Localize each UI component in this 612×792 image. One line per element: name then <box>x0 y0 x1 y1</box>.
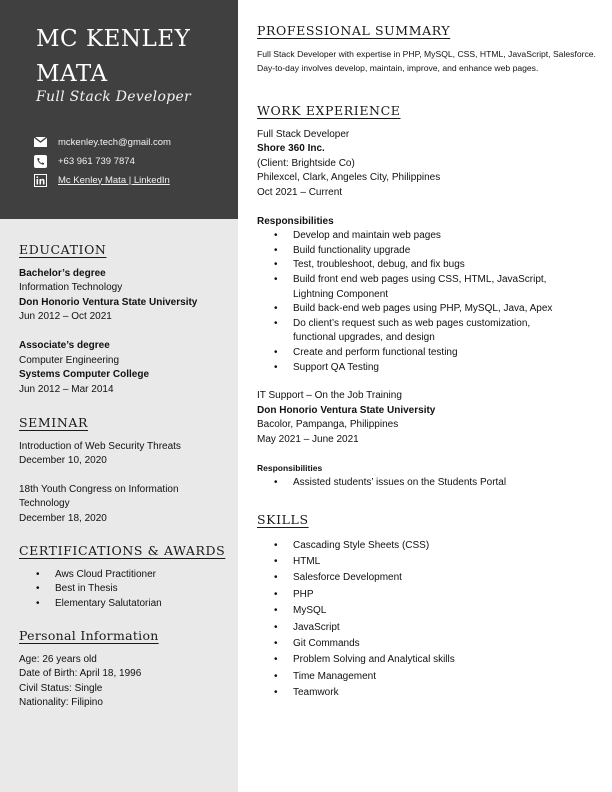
seminar-title: 18th Youth Congress on Information Technology <box>19 483 179 510</box>
education-entry <box>19 339 231 397</box>
list-item: • Best in Thesis <box>19 582 231 597</box>
education-entry <box>19 267 231 325</box>
personal-info-list <box>19 653 231 711</box>
list-item: • Assisted students’ issues on the Students Portal <box>257 476 597 491</box>
list-item: • Build functionality upgrade <box>257 244 567 259</box>
certifications-list <box>19 568 231 612</box>
summary-section <box>257 24 597 75</box>
seminar-section <box>19 416 231 527</box>
skills-section <box>257 513 597 702</box>
list-item: • Teamwork <box>257 685 597 701</box>
age: Age: 26 years old <box>19 653 97 665</box>
list-item: • Do client’s request such as web pages customization, functional upgrades, and design <box>257 317 567 346</box>
degree: Bachelor’s degree <box>19 267 106 279</box>
list-item: • PHP <box>257 587 597 603</box>
phone-text: +63 961 739 7874 <box>58 155 135 167</box>
certifications-section <box>19 544 231 611</box>
list-item: • Elementary Salutatorian <box>19 597 231 612</box>
responsibilities-label: Responsibilities <box>257 463 323 474</box>
list-item: • JavaScript <box>257 620 597 636</box>
list-item: • Time Management <box>257 669 597 685</box>
job-entry <box>257 389 597 491</box>
nationality: Nationality: Filipino <box>19 697 103 709</box>
contact-email[interactable] <box>34 136 171 148</box>
list-item: • Salesforce Development <box>257 570 597 586</box>
degree: Associate’s degree <box>19 339 110 351</box>
job-entry <box>257 128 597 376</box>
list-item: • Build front end web pages using CSS, HTML, JavaScript, Lightning Component <box>257 273 567 302</box>
responsibilities-label: Responsibilities <box>257 215 334 227</box>
job-dates: Oct 2021 – Current <box>257 186 343 198</box>
dates: Jun 2012 – Mar 2014 <box>19 383 114 395</box>
list-item: • HTML <box>257 554 597 570</box>
seminar-date: December 10, 2020 <box>19 455 107 467</box>
date-of-birth: Date of Birth: April 18, 1996 <box>19 668 142 680</box>
job-position: IT Support – On the Job Training <box>257 390 402 402</box>
name-line-2: MATA <box>36 61 108 87</box>
linkedin-icon <box>34 174 47 186</box>
job-location: Bacolor, Pampanga, Philippines <box>257 419 399 431</box>
summary-text: Full Stack Developer with expertise in PHP, MySQL, CSS, HTML, JavaScript, Salesforce. Day-to-day involves develop, maintain, improve, and enhance web pages. <box>257 48 596 73</box>
summary-heading: PROFESSIONAL SUMMARY <box>257 23 451 38</box>
list-item: • Cascading Style Sheets (CSS) <box>257 538 597 554</box>
list-item: • Support QA Testing <box>257 361 567 376</box>
list-item: • Build back-end web pages using PHP, MySQL, Java, Apex <box>257 302 567 317</box>
job-company: Don Honorio Ventura State University <box>257 404 436 416</box>
seminar-title: Introduction of Web Security Threats <box>19 440 181 452</box>
phone-icon <box>34 155 47 167</box>
linkedin-link[interactable]: Mc Kenley Mata | LinkedIn <box>58 174 170 186</box>
list-item: • Test, troubleshoot, debug, and fix bugs <box>257 258 567 273</box>
work-experience-section <box>257 104 597 491</box>
skills-heading: SKILLS <box>257 512 309 527</box>
education-section <box>19 243 231 397</box>
job-client: (Client: Brightside Co) <box>257 157 355 169</box>
seminar-entry <box>19 440 231 469</box>
seminar-heading: SEMINAR <box>19 415 89 430</box>
skills-list <box>257 538 597 702</box>
job-title: Full Stack Developer <box>36 89 192 105</box>
candidate-name <box>36 22 236 92</box>
email-icon <box>34 136 47 148</box>
school: Systems Computer College <box>19 369 150 381</box>
contact-linkedin[interactable] <box>34 174 170 186</box>
seminar-entry <box>19 483 209 527</box>
personal-info-heading: Personal Information <box>19 628 159 643</box>
certifications-heading: CERTIFICATIONS & AWARDS <box>19 543 226 558</box>
email-text[interactable]: mckenley.tech@gmail.com <box>58 136 171 148</box>
list-item: • Git Commands <box>257 636 597 652</box>
contact-phone[interactable] <box>34 155 135 167</box>
list-item: • Develop and maintain web pages <box>257 229 567 244</box>
field: Information Technology <box>19 282 123 294</box>
education-heading: EDUCATION <box>19 242 107 257</box>
job-location: Philexcel, Clark, Angeles City, Philippines <box>257 172 441 184</box>
work-heading: WORK EXPERIENCE <box>257 103 401 118</box>
responsibilities-list <box>257 229 567 375</box>
job-position: Full Stack Developer <box>257 128 350 140</box>
list-item: • Aws Cloud Practitioner <box>19 568 231 583</box>
header <box>0 0 238 219</box>
personal-info-section <box>19 629 231 711</box>
job-dates: May 2021 – June 2021 <box>257 433 359 445</box>
job-company: Shore 360 Inc. <box>257 143 325 155</box>
school: Don Honorio Ventura State University <box>19 296 198 308</box>
field: Computer Engineering <box>19 354 120 366</box>
civil-status: Civil Status: Single <box>19 682 103 694</box>
dates: Jun 2012 – Oct 2021 <box>19 311 112 323</box>
responsibilities-list <box>257 476 597 491</box>
seminar-date: December 18, 2020 <box>19 512 107 524</box>
list-item: • Create and perform functional testing <box>257 346 567 361</box>
list-item: • Problem Solving and Analytical skills <box>257 652 597 668</box>
list-item: • MySQL <box>257 603 597 619</box>
name-line-1: MC KENLEY <box>36 26 191 52</box>
